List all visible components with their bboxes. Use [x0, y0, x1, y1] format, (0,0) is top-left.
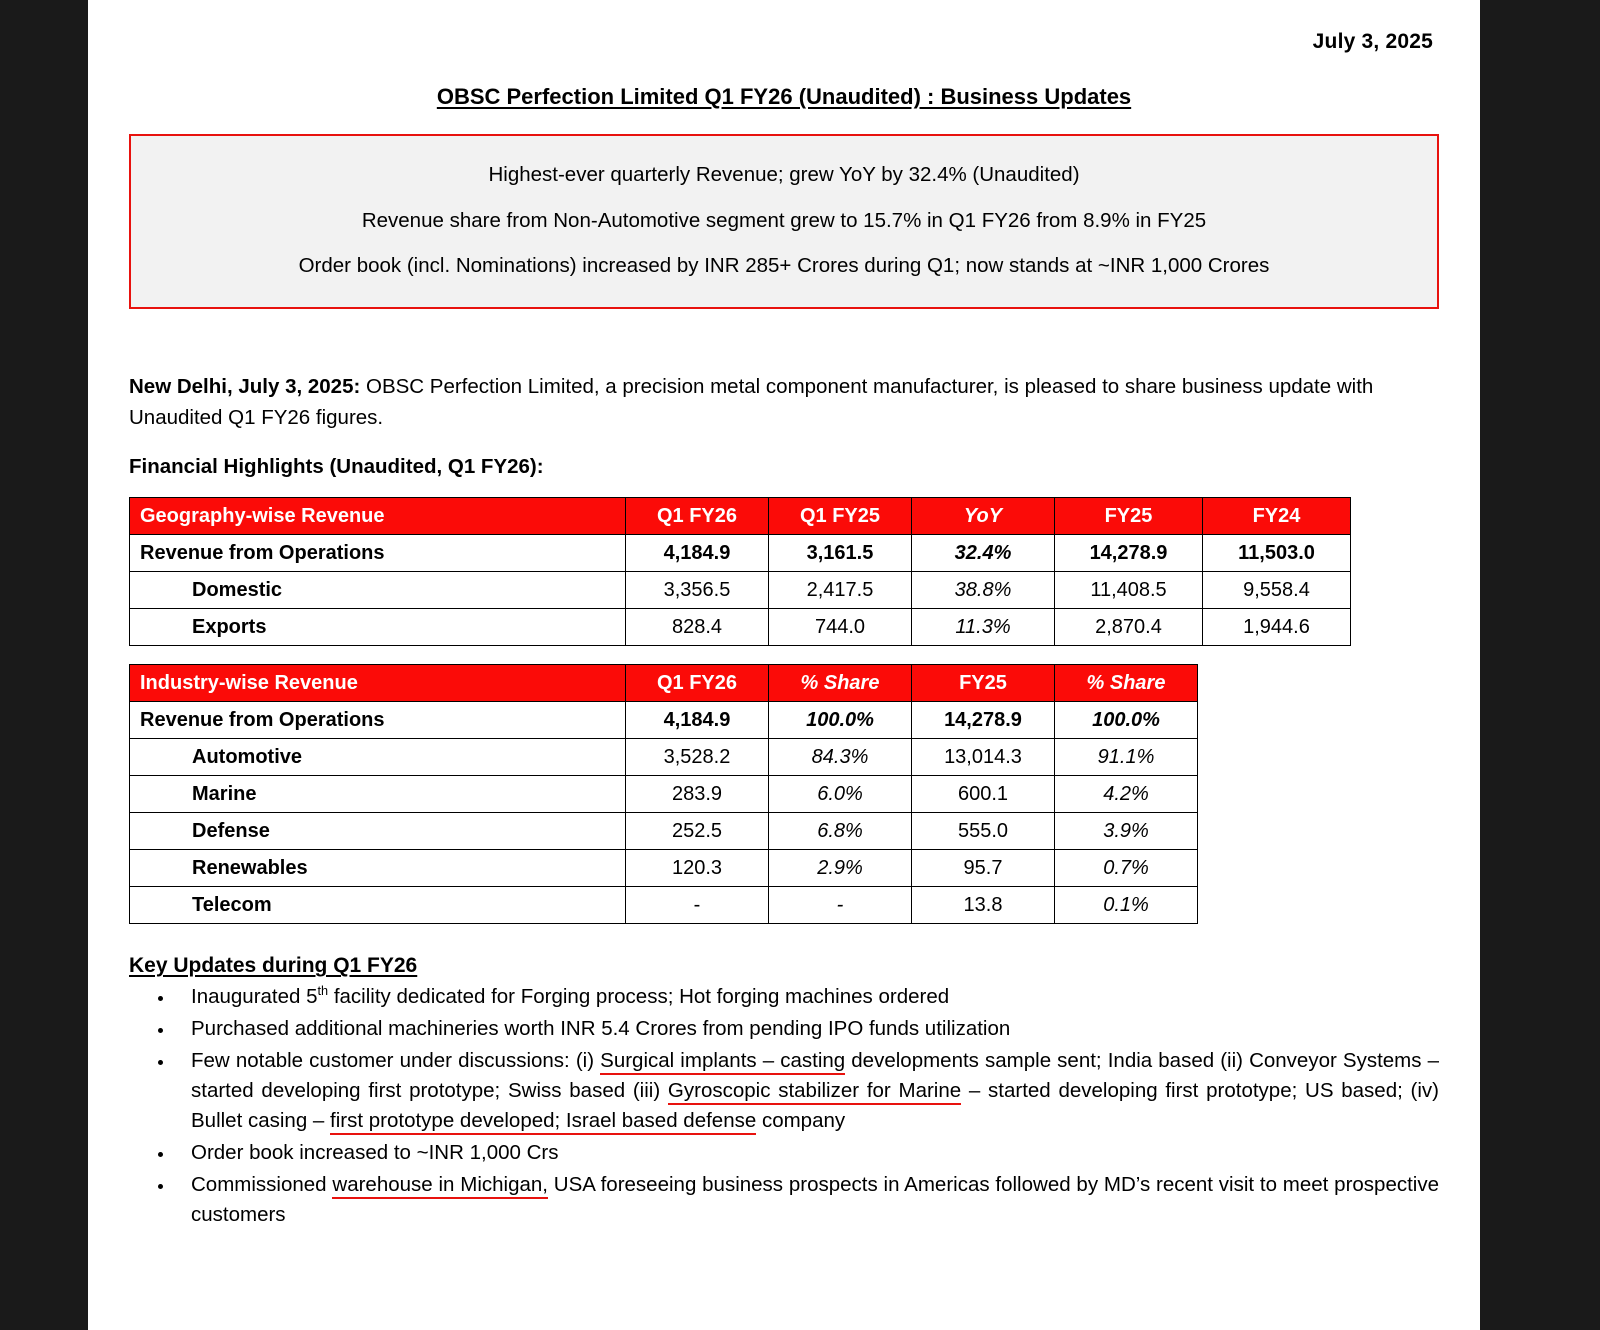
ind-row-5-val-2: 13.8	[912, 887, 1055, 924]
ind-row-5-val-0: -	[626, 887, 769, 924]
geo-header-5: FY24	[1203, 498, 1351, 535]
ind-row-5-label: Telecom	[130, 887, 626, 924]
geo-row-2-val-3: 2,870.4	[1055, 609, 1203, 646]
ind-row-3-label: Defense	[130, 813, 626, 850]
geo-row-1-val-3: 11,408.5	[1055, 572, 1203, 609]
ind-row-0-val-0: 4,184.9	[626, 702, 769, 739]
table-row	[130, 813, 1198, 850]
lead-dateline: New Delhi, July 3, 2025:	[129, 375, 361, 399]
geo-header-0: Geography-wise Revenue	[130, 498, 626, 535]
ind-row-4-label: Renewables	[130, 850, 626, 887]
geo-row-0-label: Revenue from Operations	[130, 535, 626, 572]
table-row	[130, 739, 1198, 776]
document-content	[129, 30, 1439, 1230]
geo-row-1-val-4: 9,558.4	[1203, 572, 1351, 609]
ind-row-4-val-2: 95.7	[912, 850, 1055, 887]
highlights-box	[129, 134, 1439, 309]
table-row	[130, 776, 1198, 813]
ind-row-5-val-3: 0.1%	[1055, 887, 1198, 924]
ind-row-3-val-0: 252.5	[626, 813, 769, 850]
list-item: • Commissioned warehouse in Michigan, USA foreseeing business prospects in Americas followed by MD’s recent visit to meet prospective customers	[175, 1170, 1439, 1230]
ind-row-0-label: Revenue from Operations	[130, 702, 626, 739]
table-row	[130, 609, 1351, 646]
ind-row-1-val-1: 84.3%	[769, 739, 912, 776]
ind-row-3-val-1: 6.8%	[769, 813, 912, 850]
table-row	[130, 887, 1198, 924]
annotation-underline-warehouse: warehouse in Michigan,	[332, 1173, 548, 1199]
ind-row-2-val-3: 4.2%	[1055, 776, 1198, 813]
geo-row-0-val-2: 32.4%	[912, 535, 1055, 572]
ind-row-2-val-2: 600.1	[912, 776, 1055, 813]
geo-row-0-val-4: 11,503.0	[1203, 535, 1351, 572]
ind-row-3-val-3: 3.9%	[1055, 813, 1198, 850]
table-row	[130, 850, 1198, 887]
table-row	[130, 535, 1351, 572]
ind-header-4: % Share	[1055, 665, 1198, 702]
geo-header-4: FY25	[1055, 498, 1203, 535]
highlight-line-2: Revenue share from Non-Automotive segment grew to 15.7% in Q1 FY26 from 8.9% in FY25	[361, 208, 1207, 232]
list-item: • Few notable customer under discussions: (i) Surgical implants – casting developments sample sent; India based (ii) Conveyor Systems – started developing first prototype; Swiss based (iii) Gyroscopic stabilizer for Marine – started developing first prototype; US based; (iv) Bullet casing – first prototype developed; Israel based defense company	[175, 1046, 1439, 1136]
ind-header-2: % Share	[769, 665, 912, 702]
ind-row-2-val-1: 6.0%	[769, 776, 912, 813]
ind-row-2-val-0: 283.9	[626, 776, 769, 813]
ind-row-5-val-1: -	[769, 887, 912, 924]
geo-row-2-val-2: 11.3%	[912, 609, 1055, 646]
lead-paragraph	[129, 371, 1439, 433]
ind-row-0-val-1: 100.0%	[769, 702, 912, 739]
industry-revenue-table	[129, 664, 1198, 924]
geo-header-1: Q1 FY26	[626, 498, 769, 535]
ind-header-1: Q1 FY26	[626, 665, 769, 702]
geo-row-0-val-0: 4,184.9	[626, 535, 769, 572]
highlight-line-1: Highest-ever quarterly Revenue; grew YoY by 32.4% (Unaudited)	[488, 163, 1080, 186]
list-item: • Order book increased to ~INR 1,000 Crs	[175, 1138, 1439, 1168]
annotation-underline-gyroscopic: Gyroscopic stabilizer for Marine	[668, 1079, 961, 1105]
geography-revenue-table	[129, 497, 1351, 646]
geo-row-1-label: Domestic	[130, 572, 626, 609]
geo-header-3: YoY	[912, 498, 1055, 535]
financial-highlights-label: Financial Highlights (Unaudited, Q1 FY26):	[129, 455, 544, 479]
ind-header-0: Industry-wise Revenue	[130, 665, 626, 702]
ind-row-1-val-3: 91.1%	[1055, 739, 1198, 776]
ind-row-0-val-3: 100.0%	[1055, 702, 1198, 739]
geo-row-2-val-1: 744.0	[769, 609, 912, 646]
document-date: July 3, 2025	[1312, 30, 1433, 53]
list-item: • Inaugurated 5th facility dedicated for Forging process; Hot forging machines ordered	[175, 982, 1439, 1012]
ind-row-1-val-2: 13,014.3	[912, 739, 1055, 776]
document-page	[88, 0, 1480, 1330]
ind-row-2-label: Marine	[130, 776, 626, 813]
geo-row-0-val-3: 14,278.9	[1055, 535, 1203, 572]
geo-row-2-val-0: 828.4	[626, 609, 769, 646]
geo-row-2-label: Exports	[130, 609, 626, 646]
annotation-underline-surgical: Surgical implants – casting	[600, 1049, 845, 1075]
ind-row-3-val-2: 555.0	[912, 813, 1055, 850]
highlight-line-3: Order book (incl. Nominations) increased by INR 285+ Crores during Q1; now stands at ~INR 1,000 Crores	[298, 254, 1270, 278]
key-updates-heading: Key Updates during Q1 FY26	[129, 954, 418, 978]
ind-row-1-label: Automotive	[130, 739, 626, 776]
geo-row-1-val-1: 2,417.5	[769, 572, 912, 609]
table-row	[130, 572, 1351, 609]
lead-body: OBSC Perfection Limited, a precision metal component manufacturer, is pleased to share business update with Unaudited Q1 FY26 figures.	[129, 375, 1374, 430]
geo-header-2: Q1 FY25	[769, 498, 912, 535]
ind-row-1-val-0: 3,528.2	[626, 739, 769, 776]
list-item: • Purchased additional machineries worth INR 5.4 Crores from pending IPO funds utilization	[175, 1014, 1439, 1044]
ind-row-4-val-1: 2.9%	[769, 850, 912, 887]
table-row	[130, 702, 1198, 739]
table-header-row	[130, 665, 1198, 702]
ind-row-4-val-3: 0.7%	[1055, 850, 1198, 887]
page-title: OBSC Perfection Limited Q1 FY26 (Unaudited) : Business Updates	[436, 84, 1132, 109]
ind-header-3: FY25	[912, 665, 1055, 702]
geo-row-0-val-1: 3,161.5	[769, 535, 912, 572]
ind-row-4-val-0: 120.3	[626, 850, 769, 887]
geo-row-2-val-4: 1,944.6	[1203, 609, 1351, 646]
table-header-row	[130, 498, 1351, 535]
ind-row-0-val-2: 14,278.9	[912, 702, 1055, 739]
key-updates-list	[129, 982, 1439, 1229]
geo-row-1-val-0: 3,356.5	[626, 572, 769, 609]
annotation-underline-bullet: first prototype developed; Israel based defense	[330, 1109, 756, 1135]
geo-row-1-val-2: 38.8%	[912, 572, 1055, 609]
